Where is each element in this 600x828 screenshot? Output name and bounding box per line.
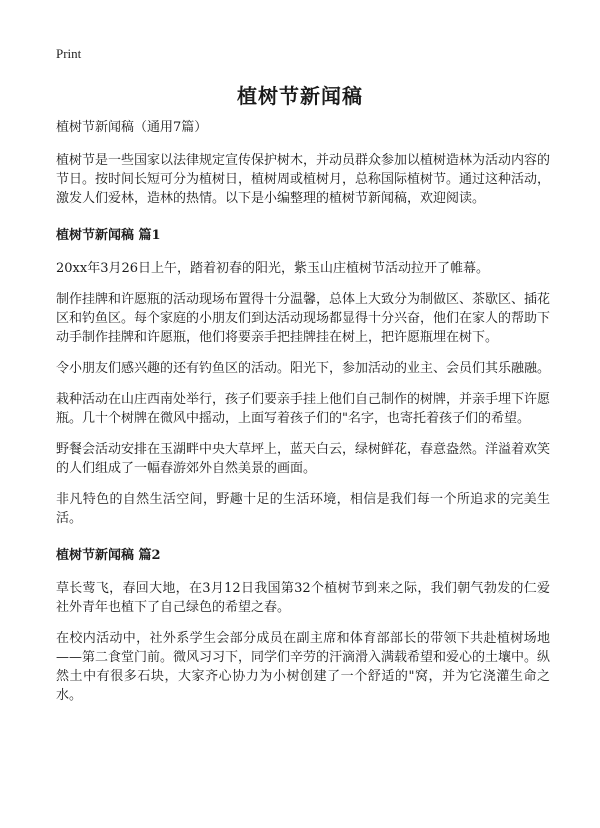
section-1-paragraph: 野餐会活动安排在玉湖畔中央大草坪上，蓝天白云，绿树鲜花，春意盎然。洋溢着欢笑的人们组成了一幅春游郊外自然美景的画面。 [56,442,551,476]
section-1-paragraph: 制作挂牌和许愿瓶的活动现场布置得十分温馨，总体上大致分为制做区、茶歇区、插花区和钓鱼区。每个家庭的小朋友们到达活动现场都显得十分兴奋，他们在家人的帮助下动手制作挂牌和许愿瓶，他们将要亲手把挂牌挂在树上，把许愿瓶埋在树下。 [56,292,551,345]
article-subtitle: 植树节新闻稿（通用7篇） [56,120,208,135]
print-link[interactable]: Print [56,46,82,61]
section-heading-1: 植树节新闻稿 篇1 [56,228,161,243]
page-title: 植树节新闻稿 [237,84,363,108]
section-1-paragraph: 20xx年3月26日上午，踏着初春的阳光，紫玉山庄植树节活动拉开了帷幕。 [56,261,490,276]
section-1-paragraph: 非凡特色的自然生活空间，野趣十足的生活环境，相信是我们每一个所追求的完美生活。 [56,492,550,526]
section-heading-2: 植树节新闻稿 篇2 [56,548,161,563]
section-2-paragraph: 草长莺飞，春回大地，在3月12日我国第32个植树节到来之际，我们朝气勃发的仁爱社外青年也植下了自己绿色的希望之春。 [56,581,550,615]
section-1-paragraph: 栽种活动在山庄西南处举行，孩子们要亲手挂上他们自己制作的树牌，并亲手埋下许愿瓶。几十个树牌在微风中摇动，上面写着孩子们的"名字，也寄托着孩子们的希望。 [56,392,551,426]
section-2-paragraph: 在校内活动中，社外系学生会部分成员在副主席和体育部部长的带领下共赴植树场地——第二食堂门前。微风习习下，同学们辛劳的汗滴滑入满载希望和爱心的土壤中。纵然土中有很多石块，大家齐心协力为小树创建了一个舒适的"窝，并为它浇灌生命之水。 [56,631,551,703]
article-body [56,118,550,717]
section-1-paragraph: 令小朋友们感兴趣的还有钓鱼区的活动。阳光下，参加活动的业主、会员们其乐融融。 [56,361,551,376]
intro-paragraph: 植树节是一些国家以法律规定宣传保护树木，并动员群众参加以植树造林为活动内容的节日。按时间长短可分为植树日，植树周或植树月，总称国际植树节。通过这种活动，激发人们爱林，造林的热情。以下是小编整理的植树节新闻稿，欢迎阅读。 [56,153,551,206]
